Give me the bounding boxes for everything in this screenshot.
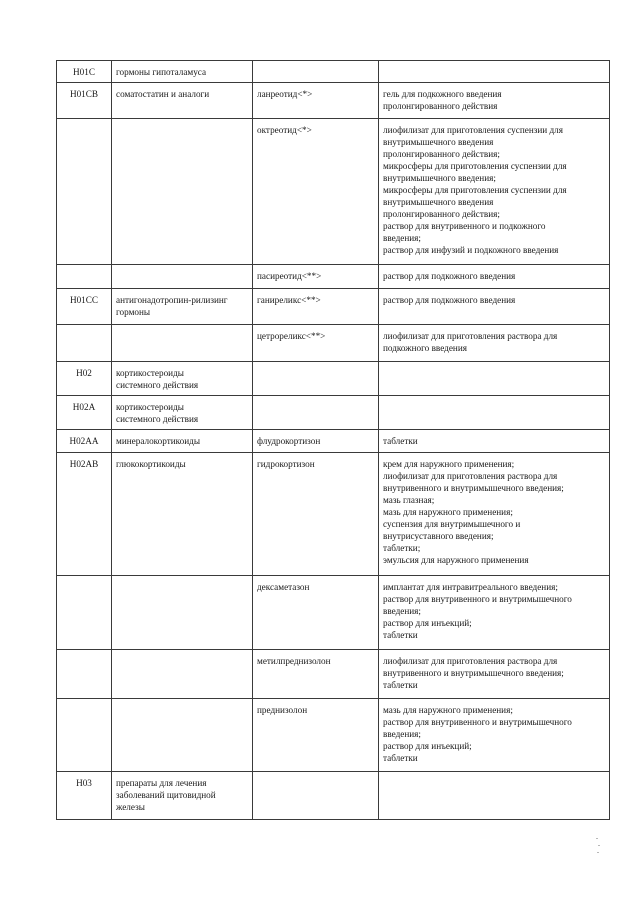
dosage-form-line: введения; (383, 729, 421, 739)
dosage-form-line: внутримышечного введения; (383, 173, 496, 183)
dosage-form-line: микросферы для приготовления суспензии для (383, 185, 567, 195)
dosage-form-line: подкожного введения (383, 343, 467, 353)
drug-name-cell (253, 325, 379, 362)
dosage-forms-cell (379, 396, 610, 430)
drug-name-cell (253, 453, 379, 576)
dosage-form-line: мазь для наружного применения; (383, 705, 513, 715)
group-name-line: гормоны (116, 307, 151, 317)
atc-code-cell: H01C (57, 61, 112, 83)
group-name-cell (112, 325, 253, 362)
scan-speck (598, 845, 600, 846)
dosage-forms-cell (379, 699, 610, 772)
drug-name-line: пасиреотид<**> (257, 271, 322, 281)
group-name-line: кортикостероиды (116, 368, 184, 378)
atc-code-cell: H03 (57, 772, 112, 820)
drug-name-cell (253, 650, 379, 699)
dosage-forms-cell (379, 83, 610, 119)
group-name-cell (112, 430, 253, 453)
drug-name-cell (253, 772, 379, 820)
group-name-line: соматостатин и аналоги (116, 89, 210, 99)
group-name-cell (112, 61, 253, 83)
table-row (57, 325, 610, 362)
table-row (57, 119, 610, 265)
group-name-line: железы (116, 802, 145, 812)
drug-name-cell (253, 396, 379, 430)
group-name-cell (112, 650, 253, 699)
atc-code-cell: H01CC (57, 289, 112, 325)
table-row (57, 650, 610, 699)
dosage-form-line: внутримышечного введения (383, 137, 494, 147)
medicines-table-body (57, 61, 610, 820)
group-name-line: препараты для лечения (116, 778, 207, 788)
atc-code-cell (57, 576, 112, 650)
dosage-forms-cell (379, 430, 610, 453)
atc-code-cell: H02AA (57, 430, 112, 453)
table-row (57, 83, 610, 119)
dosage-forms-cell (379, 772, 610, 820)
medicines-table (56, 60, 610, 820)
atc-code-cell (57, 119, 112, 265)
dosage-form-line: таблетки; (383, 543, 421, 553)
dosage-form-line: пролонгированного действия; (383, 149, 500, 159)
drug-name-cell (253, 289, 379, 325)
drug-name-cell (253, 362, 379, 396)
dosage-form-line: суспензия для внутримышечного и (383, 519, 521, 529)
drug-name-line: ганиреликс<**> (257, 295, 321, 305)
drug-name-line: гидрокортизон (257, 459, 315, 469)
dosage-form-line: лиофилизат для приготовления раствора для (383, 331, 558, 341)
atc-code-cell (57, 265, 112, 289)
dosage-form-line: раствор для инъекций; (383, 618, 472, 628)
table-row (57, 265, 610, 289)
group-name-line: антигонадотропин-рилизинг (116, 295, 228, 305)
dosage-form-line: крем для наружного применения; (383, 459, 515, 469)
dosage-forms-cell (379, 650, 610, 699)
dosage-form-line: раствор для подкожного введения (383, 271, 516, 281)
dosage-form-line: раствор для внутривенного и внутримышечного (383, 594, 572, 604)
dosage-form-line: раствор для внутривенного и подкожного (383, 221, 546, 231)
drug-name-line: цетрореликс<**> (257, 331, 326, 341)
scan-speck (597, 852, 599, 853)
dosage-form-line: лиофилизат для приготовления раствора для (383, 471, 558, 481)
drug-name-line: преднизолон (257, 705, 308, 715)
atc-code-cell: H01CB (57, 83, 112, 119)
group-name-cell (112, 83, 253, 119)
drug-name-line: октреотид<*> (257, 125, 312, 135)
atc-code-cell (57, 650, 112, 699)
dosage-form-line: таблетки (383, 630, 418, 640)
drug-name-cell (253, 265, 379, 289)
dosage-form-line: введения; (383, 606, 421, 616)
group-name-line: системного действия (116, 414, 199, 424)
dosage-forms-cell (379, 576, 610, 650)
dosage-form-line: гель для подкожного введения (383, 89, 502, 99)
table-row (57, 396, 610, 430)
table-row (57, 289, 610, 325)
table-row (57, 772, 610, 820)
drug-name-cell (253, 430, 379, 453)
dosage-form-line: имплантат для интравитреального введения; (383, 582, 558, 592)
dosage-form-line: таблетки (383, 680, 418, 690)
dosage-form-line: мазь глазная; (383, 495, 435, 505)
drug-name-line: дексаметазон (257, 582, 310, 592)
dosage-form-line: лиофилизат для приготовления суспензии для (383, 125, 563, 135)
drug-name-cell (253, 576, 379, 650)
dosage-form-line: эмульсия для наружного применения (383, 555, 529, 565)
dosage-forms-cell (379, 325, 610, 362)
dosage-forms-cell (379, 362, 610, 396)
dosage-form-line: раствор для инъекций; (383, 741, 472, 751)
dosage-forms-cell (379, 61, 610, 83)
group-name-line: минералокортикоиды (116, 436, 201, 446)
dosage-form-line: таблетки (383, 436, 418, 446)
atc-code-cell: H02AB (57, 453, 112, 576)
dosage-form-line: раствор для подкожного введения (383, 295, 516, 305)
table-row (57, 576, 610, 650)
atc-code-cell (57, 699, 112, 772)
table-row (57, 699, 610, 772)
dosage-form-line: внутривенного и внутримышечного введения; (383, 483, 564, 493)
drug-name-line: флудрокортизон (257, 436, 321, 446)
dosage-form-line: пролонгированного действия (383, 101, 498, 111)
dosage-form-line: лиофилизат для приготовления раствора для (383, 656, 558, 666)
dosage-form-line: раствор для внутривенного и внутримышечного (383, 717, 572, 727)
drug-name-cell (253, 699, 379, 772)
dosage-form-line: мазь для наружного применения; (383, 507, 513, 517)
atc-code-cell: H02A (57, 396, 112, 430)
dosage-forms-cell (379, 119, 610, 265)
atc-code-cell (57, 325, 112, 362)
dosage-form-line: раствор для инфузий и подкожного введения (383, 245, 559, 255)
group-name-line: системного действия (116, 380, 199, 390)
table-row (57, 61, 610, 83)
dosage-form-line: пролонгированного действия; (383, 209, 500, 219)
drug-name-line: метилпреднизолон (257, 656, 331, 666)
dosage-forms-cell (379, 265, 610, 289)
dosage-form-line: внутрисуставного введения; (383, 531, 494, 541)
drug-name-cell (253, 119, 379, 265)
group-name-line: глюкокортикоиды (116, 459, 186, 469)
dosage-forms-cell (379, 289, 610, 325)
dosage-forms-cell (379, 453, 610, 576)
table-row (57, 362, 610, 396)
table-row (57, 430, 610, 453)
drug-name-cell (253, 83, 379, 119)
dosage-form-line: внутривенного и внутримышечного введения; (383, 668, 564, 678)
drug-name-line: ланреотид<*> (257, 89, 313, 99)
group-name-cell (112, 453, 253, 576)
table-row (57, 453, 610, 576)
group-name-line: гормоны гипоталамуса (116, 67, 207, 77)
group-name-cell (112, 772, 253, 820)
group-name-line: заболеваний щитовидной (116, 790, 216, 800)
dosage-form-line: таблетки (383, 753, 418, 763)
dosage-form-line: микросферы для приготовления суспензии для (383, 161, 567, 171)
dosage-form-line: введения; (383, 233, 421, 243)
atc-code-cell: H02 (57, 362, 112, 396)
scan-speck (596, 838, 598, 839)
dosage-form-line: внутримышечного введения (383, 197, 494, 207)
drug-name-cell (253, 61, 379, 83)
group-name-cell (112, 265, 253, 289)
group-name-cell (112, 289, 253, 325)
group-name-cell (112, 362, 253, 396)
group-name-cell (112, 119, 253, 265)
group-name-cell (112, 576, 253, 650)
group-name-line: кортикостероиды (116, 402, 184, 412)
group-name-cell (112, 396, 253, 430)
group-name-cell (112, 699, 253, 772)
